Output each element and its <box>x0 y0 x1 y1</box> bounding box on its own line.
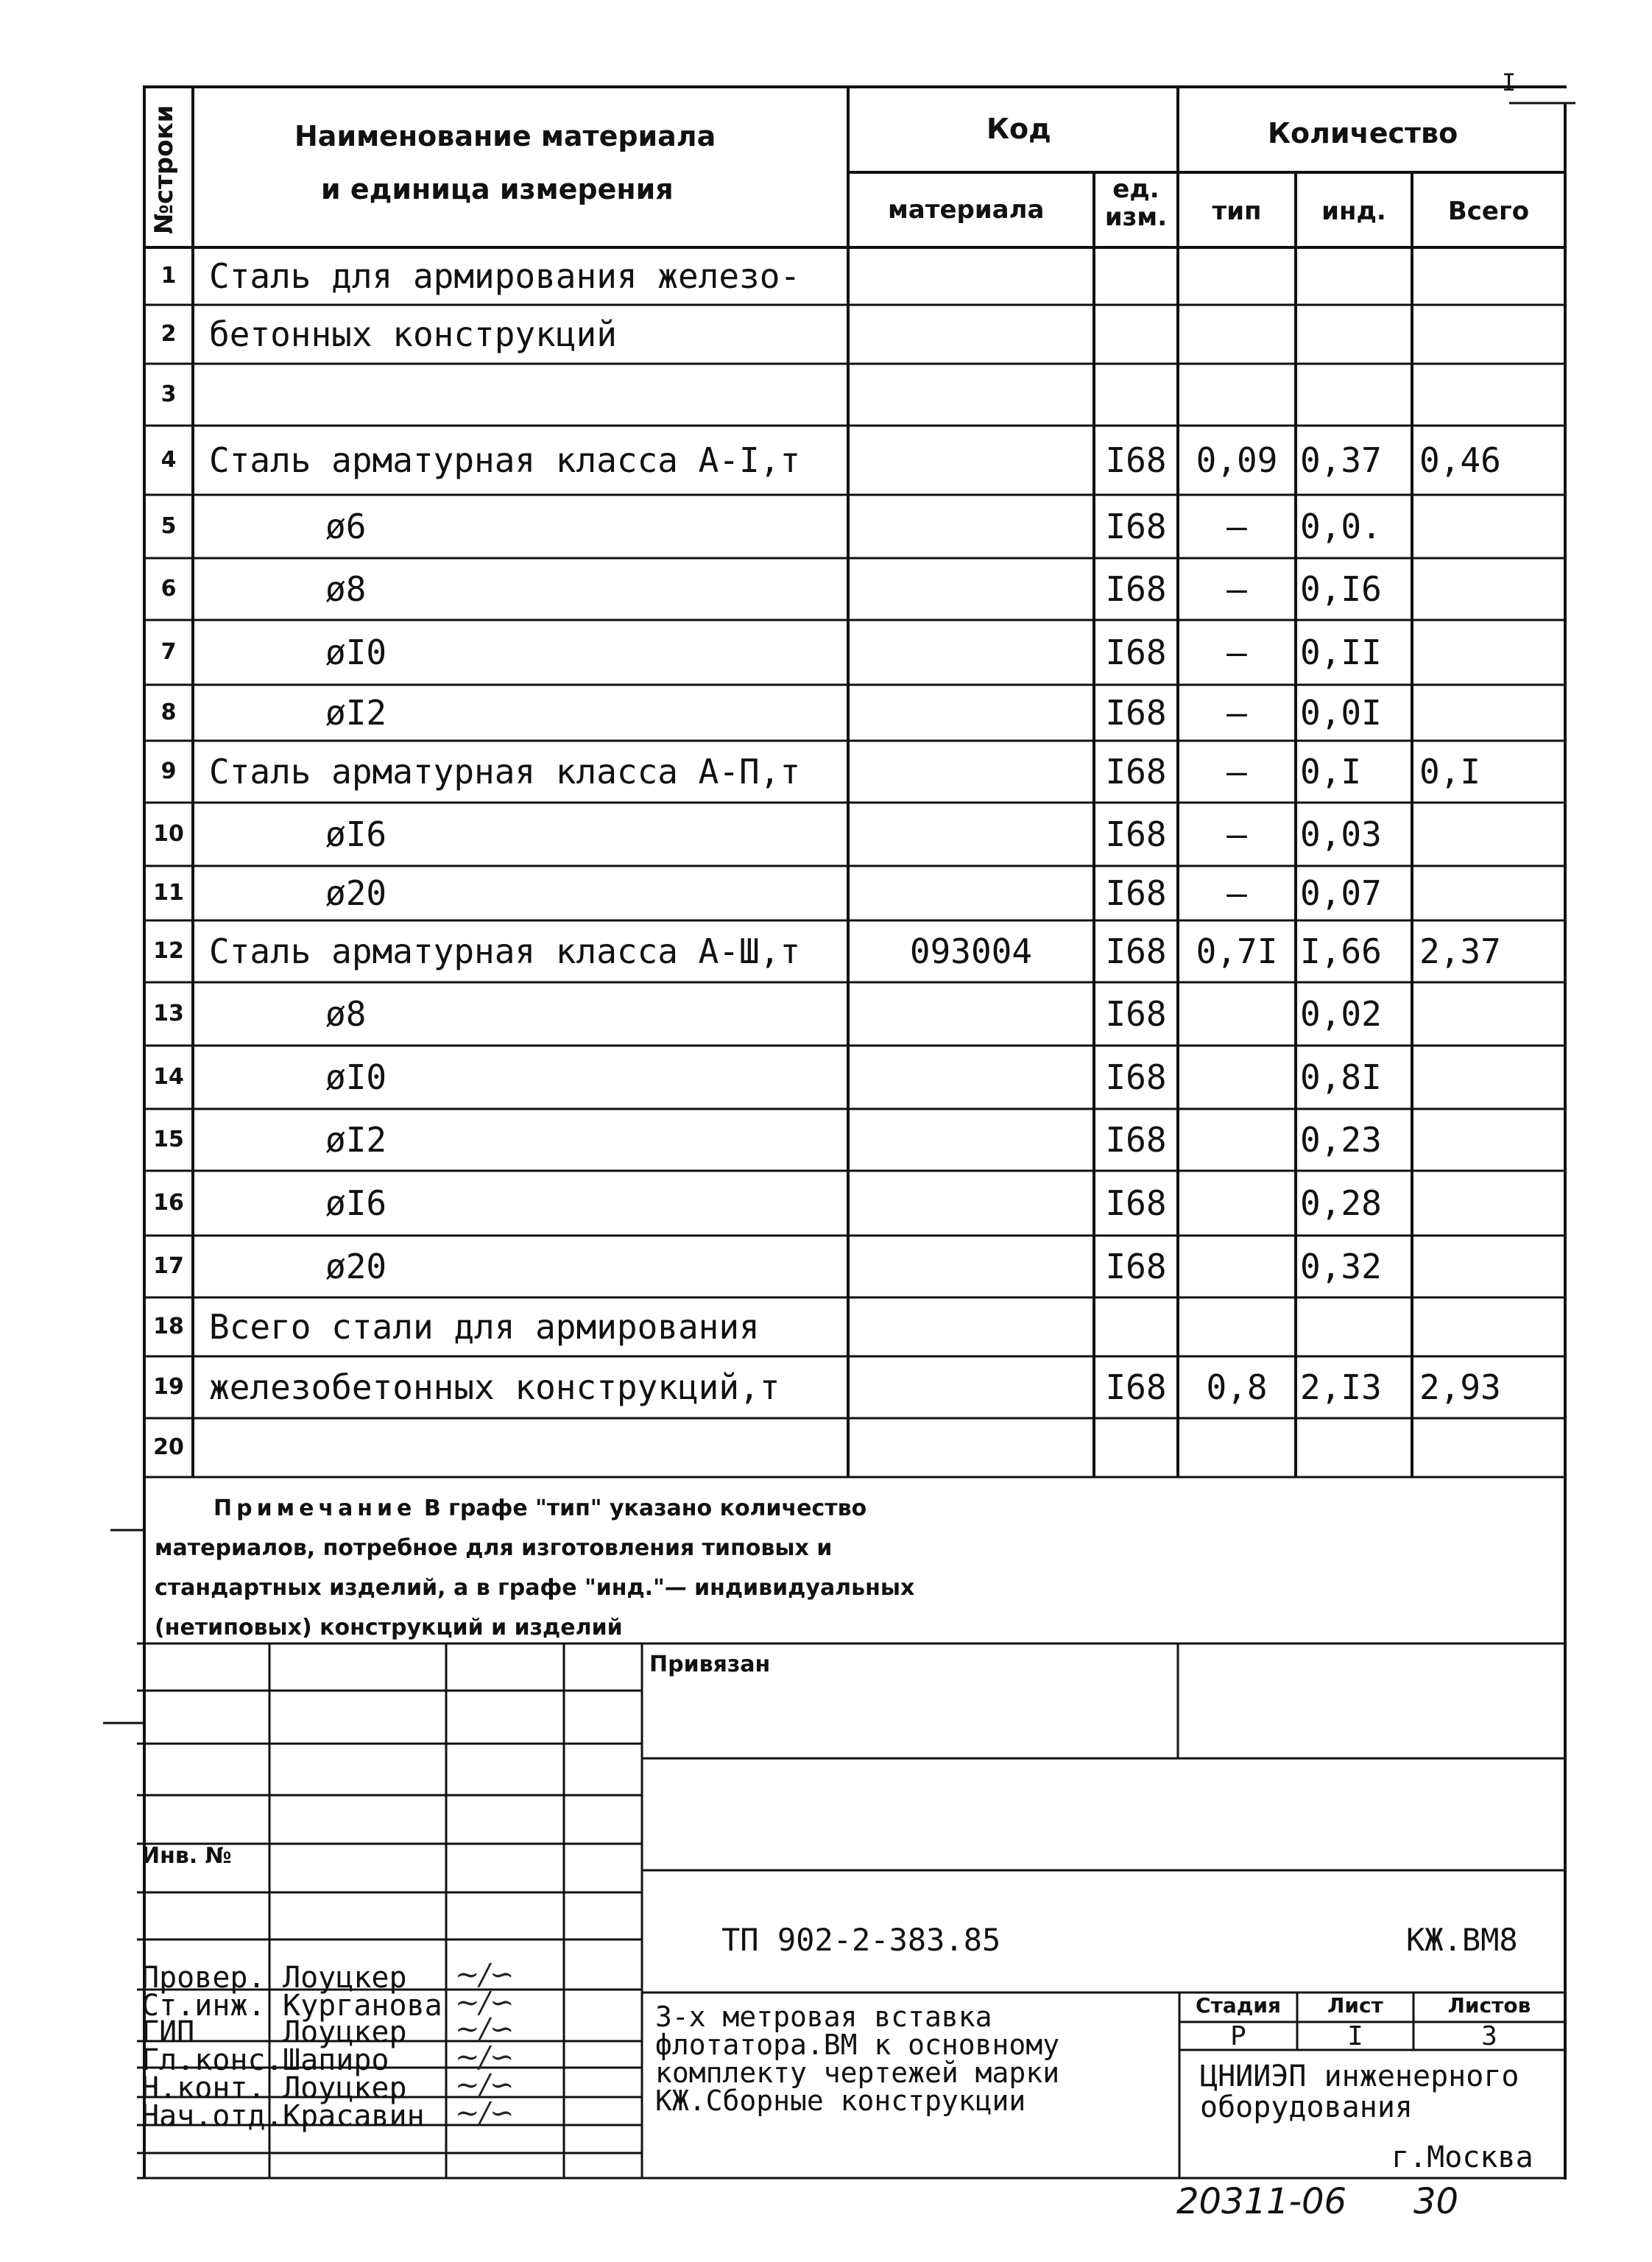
row-14-name: øI0 <box>325 1057 387 1097</box>
row-11-no: 11 <box>153 880 184 906</box>
signature-role-6: Нач.отд. <box>141 2099 283 2133</box>
sheets-label: Листов <box>1447 1993 1531 2018</box>
document-mark: КЖ.ВМ8 <box>1406 1922 1518 1958</box>
note <box>155 1489 964 1648</box>
archive-number: 20311-06 <box>1176 2181 1347 2222</box>
row-18-no: 18 <box>153 1314 184 1339</box>
row-11-name: ø20 <box>325 873 387 913</box>
row-12-no: 12 <box>153 938 184 964</box>
row-2-name: бетонных конструкций <box>209 314 617 354</box>
row-12-name: Сталь арматурная класса А-Ш,т <box>209 931 801 971</box>
organization-line2: оборудования <box>1200 2090 1413 2124</box>
row-5-unit: I68 <box>1105 507 1167 546</box>
signature-role-1: Провер. <box>141 1961 266 1995</box>
row-4-no: 4 <box>160 447 177 473</box>
row-5-no: 5 <box>160 513 177 539</box>
row-15-no: 15 <box>153 1127 184 1152</box>
row-14-unit: I68 <box>1105 1057 1167 1097</box>
row-6-ind: 0,I6 <box>1300 569 1382 609</box>
sheet-value: I <box>1347 2021 1363 2051</box>
row-19-no: 19 <box>153 1374 184 1400</box>
row-14-ind: 0,8I <box>1300 1057 1382 1097</box>
unit-header-line1: ед. <box>1112 175 1159 204</box>
row-4-unit: I68 <box>1105 440 1167 480</box>
row-11-ind: 0,07 <box>1300 873 1382 913</box>
row-8-name: øI2 <box>325 693 387 733</box>
document-title: 3-х метровая вставка флотатора.ВМ к основному комплекту чертежей марки КЖ.Сборные конструкции <box>655 2001 1060 2117</box>
note-text: В графе "тип" указано количество материалов, потребное для изготовления типовых и стандартных изделий, а в графе "инд."— индивидуальных (нетиповых) конструкций и изделий <box>155 1495 915 1641</box>
ind-header: инд. <box>1321 197 1386 226</box>
privyazan-label: Привязан <box>649 1652 771 1677</box>
handwritten-signature-5: ~∕∽ <box>455 2068 515 2102</box>
row-19-ind: 2,I3 <box>1300 1367 1382 1407</box>
signature-role-3: ГИП <box>141 2015 195 2049</box>
row-19-typ: 0,8 <box>1206 1367 1268 1407</box>
row-6-no: 6 <box>160 576 177 602</box>
row-9-typ: – <box>1226 752 1247 792</box>
row-9-no: 9 <box>160 758 177 784</box>
row-17-name: ø20 <box>325 1247 387 1286</box>
row-5-typ: – <box>1226 507 1247 546</box>
footer-page-number: 30 <box>1413 2181 1459 2222</box>
row-4-total: 0,46 <box>1419 440 1501 480</box>
row-10-no: 10 <box>153 821 184 847</box>
handwritten-signature-2: ~∕∽ <box>455 1986 515 2020</box>
row-1-name: Сталь для армирования железо- <box>209 256 801 296</box>
note-label: Примечание <box>213 1495 417 1521</box>
inventory-number-label: Инв. № <box>141 1843 232 1869</box>
row-16-ind: 0,28 <box>1300 1183 1382 1223</box>
row-2-no: 2 <box>160 321 177 347</box>
row-5-name: ø6 <box>325 507 367 546</box>
row-number-header: №строки <box>149 105 179 234</box>
organization-city: г.Москва <box>1391 2141 1533 2174</box>
row-16-unit: I68 <box>1105 1183 1167 1223</box>
row-12-ind: I,66 <box>1300 931 1382 971</box>
row-9-ind: 0,I <box>1300 752 1362 792</box>
signature-name-2: Курганова <box>283 1989 442 2023</box>
sheet-label: Лист <box>1327 1993 1383 2018</box>
row-11-typ: – <box>1226 873 1247 913</box>
row-7-typ: – <box>1226 633 1247 672</box>
row-8-unit: I68 <box>1105 693 1167 733</box>
row-15-name: øI2 <box>325 1120 387 1160</box>
row-7-unit: I68 <box>1105 633 1167 672</box>
row-16-name: øI6 <box>325 1183 387 1223</box>
row-12-typ: 0,7I <box>1196 931 1278 971</box>
row-15-ind: 0,23 <box>1300 1120 1382 1160</box>
total-header: Всего <box>1447 197 1530 226</box>
row-8-ind: 0,0I <box>1300 693 1382 733</box>
signature-name-5: Лоуцкер <box>283 2071 407 2105</box>
row-10-typ: – <box>1226 814 1247 854</box>
row-19-unit: I68 <box>1105 1367 1167 1407</box>
row-13-name: ø8 <box>325 994 367 1034</box>
row-8-typ: – <box>1226 693 1247 733</box>
row-10-name: øI6 <box>325 814 387 854</box>
row-7-ind: 0,II <box>1300 633 1382 672</box>
signature-role-4: Гл.конс. <box>141 2043 283 2077</box>
row-6-unit: I68 <box>1105 569 1167 609</box>
row-18-name: Всего стали для армирования <box>209 1307 760 1347</box>
signature-name-3: Лоуцкер <box>283 2015 407 2049</box>
quantity-header: Количество <box>1268 117 1458 149</box>
row-12-unit: I68 <box>1105 931 1167 971</box>
handwritten-signature-6: ~∕∽ <box>455 2096 515 2130</box>
row-9-total: 0,I <box>1419 752 1481 792</box>
row-17-ind: 0,32 <box>1300 1247 1382 1286</box>
row-19-name: железобетонных конструкций,т <box>209 1367 780 1407</box>
signature-role-5: Н.конт. <box>141 2071 266 2105</box>
organization-line1: ЦНИИЭП инженерного <box>1200 2060 1519 2093</box>
material-name-header-line1: Наименование материала <box>294 120 716 152</box>
signature-name-6: Красавин <box>283 2099 425 2133</box>
row-1-no: 1 <box>160 263 177 289</box>
stage-value: Р <box>1230 2021 1246 2051</box>
row-17-unit: I68 <box>1105 1247 1167 1286</box>
row-12-total: 2,37 <box>1419 931 1501 971</box>
row-5-ind: 0,0. <box>1300 507 1382 546</box>
stage-label: Стадия <box>1196 1993 1281 2018</box>
row-10-unit: I68 <box>1105 814 1167 854</box>
row-13-ind: 0,02 <box>1300 994 1382 1034</box>
row-13-no: 13 <box>153 1001 184 1026</box>
code-header: Код <box>986 113 1051 145</box>
material-code-header: материала <box>888 195 1045 225</box>
signature-role-2: Ст.инж. <box>141 1989 266 2023</box>
row-12-code: 093004 <box>909 931 1033 971</box>
signature-name-4: Шапиро <box>283 2043 389 2077</box>
row-9-unit: I68 <box>1105 752 1167 792</box>
page-mark: I <box>1502 68 1517 96</box>
handwritten-signature-3: ~∕∽ <box>455 2012 515 2046</box>
material-name-header-line2: и единица измерения <box>321 173 674 205</box>
row-17-no: 17 <box>153 1253 184 1279</box>
typ-header: тип <box>1212 197 1262 226</box>
row-4-name: Сталь арматурная класса А-I,т <box>209 440 801 480</box>
row-3-no: 3 <box>160 381 177 407</box>
row-14-no: 14 <box>153 1064 184 1090</box>
unit-header-line2: изм. <box>1104 202 1168 232</box>
row-7-name: øI0 <box>325 633 387 672</box>
row-7-no: 7 <box>160 639 177 665</box>
row-6-name: ø8 <box>325 569 367 609</box>
handwritten-signature-1: ~∕∽ <box>455 1958 515 1992</box>
sheets-value: 3 <box>1481 2021 1497 2051</box>
row-9-name: Сталь арматурная класса А-П,т <box>209 752 801 792</box>
row-4-typ: 0,09 <box>1196 440 1278 480</box>
row-19-total: 2,93 <box>1419 1367 1501 1407</box>
row-20-no: 20 <box>153 1434 184 1460</box>
row-13-unit: I68 <box>1105 994 1167 1034</box>
document-code: ТП 902-2-383.85 <box>721 1922 1001 1958</box>
signature-name-1: Лоуцкер <box>283 1961 407 1995</box>
handwritten-signature-4: ~∕∽ <box>455 2040 515 2074</box>
row-11-unit: I68 <box>1105 873 1167 913</box>
row-16-no: 16 <box>153 1190 184 1216</box>
row-4-ind: 0,37 <box>1300 440 1382 480</box>
row-6-typ: – <box>1226 569 1247 609</box>
row-10-ind: 0,03 <box>1300 814 1382 854</box>
row-15-unit: I68 <box>1105 1120 1167 1160</box>
row-8-no: 8 <box>160 700 177 725</box>
